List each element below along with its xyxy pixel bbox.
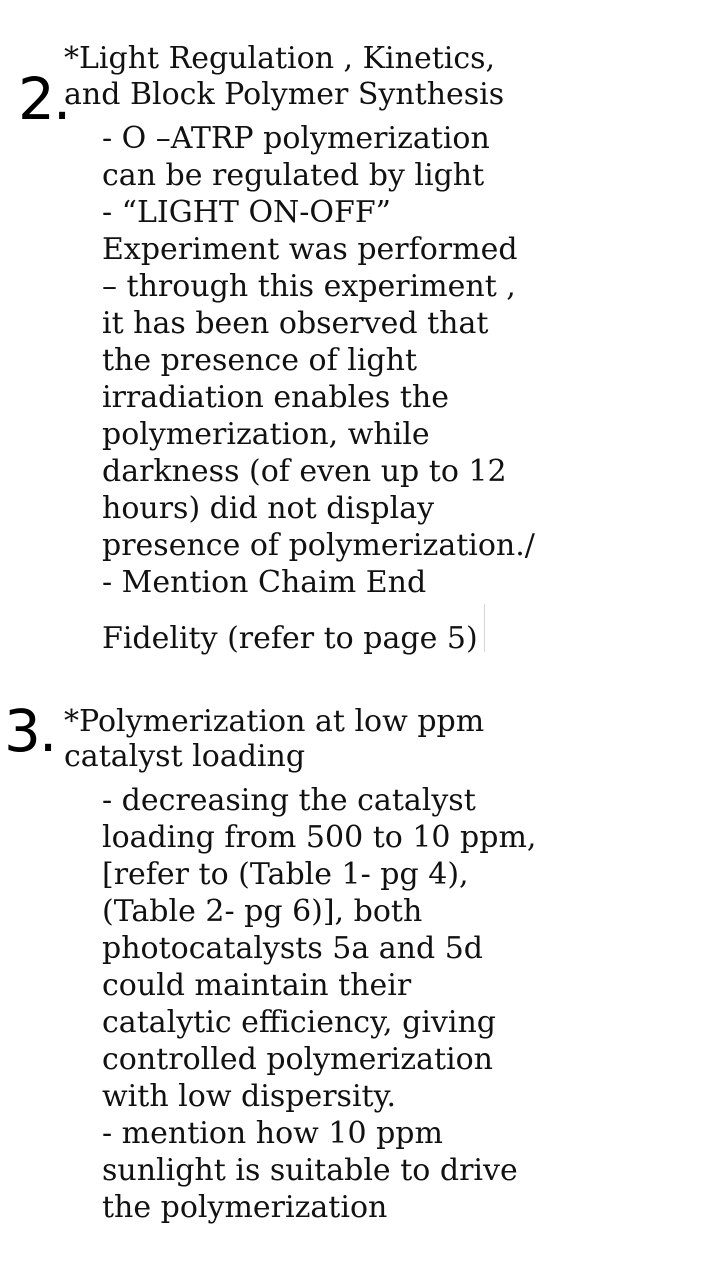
section-2-body-line-3: - “LIGHT ON-OFF”: [102, 195, 391, 230]
section-3-body-line-11: sunlight is suitable to drive: [102, 1153, 518, 1188]
section-3-body-line-2: loading from 500 to 10 ppm,: [102, 820, 537, 855]
section-3-body-line-9: with low dispersity.: [102, 1079, 397, 1114]
section-3-body-line-12: the polymerization: [102, 1190, 388, 1225]
section-2-body-line-9: polymerization, while: [102, 417, 430, 452]
section-3-body-line-10: - mention how 10 ppm: [102, 1116, 443, 1151]
section-2-body-line-13: - Mention Chaim End: [102, 565, 427, 600]
section-3-body-line-5: photocatalysts 5a and 5d: [102, 931, 484, 966]
section-2-body-line-6: it has been observed that: [102, 306, 489, 341]
section-2-body-line-7: the presence of light: [102, 343, 417, 378]
section-3-heading-line-1: *Polymerization at low ppm: [64, 704, 485, 739]
section-3-body-line-4: (Table 2- pg 6)], both: [102, 894, 423, 929]
section-3-heading-line-2: catalyst loading: [64, 739, 306, 774]
section-2-body-line-8: irradiation enables the: [102, 380, 449, 415]
section-2-body-line-11: hours) did not display: [102, 491, 435, 526]
section-3-body-line-7: catalytic efficiency, giving: [102, 1005, 496, 1040]
section-2-heading-line-2: and Block Polymer Synthesis: [64, 77, 505, 112]
section-3-body-line-3: [refer to (Table 1- pg 4),: [102, 857, 469, 892]
section-2-body-line-12: presence of polymerization./: [102, 528, 535, 563]
section-2-body-line-2: can be regulated by light: [102, 158, 485, 193]
section-2-heading-line-1: *Light Regulation , Kinetics,: [64, 41, 496, 76]
section-3-body-line-6: could maintain their: [102, 968, 412, 1003]
section-3-body-line-8: controlled polymerization: [102, 1042, 493, 1077]
section-2-body-line-5: – through this experiment ,: [102, 269, 516, 304]
section-2-body-line-4: Experiment was performed: [102, 232, 518, 267]
section-2-body-line-14: Fidelity (refer to page 5): [102, 621, 478, 656]
section-2-body-line-10: darkness (of even up to 12: [102, 454, 507, 489]
section-3-number: 3.: [4, 697, 56, 765]
text-cursor: [484, 604, 485, 652]
section-2-body-line-1: - O –ATRP polymerization: [102, 121, 490, 156]
section-3-body-line-1: - decreasing the catalyst: [102, 783, 476, 818]
section-2-number: 2.: [18, 65, 70, 133]
